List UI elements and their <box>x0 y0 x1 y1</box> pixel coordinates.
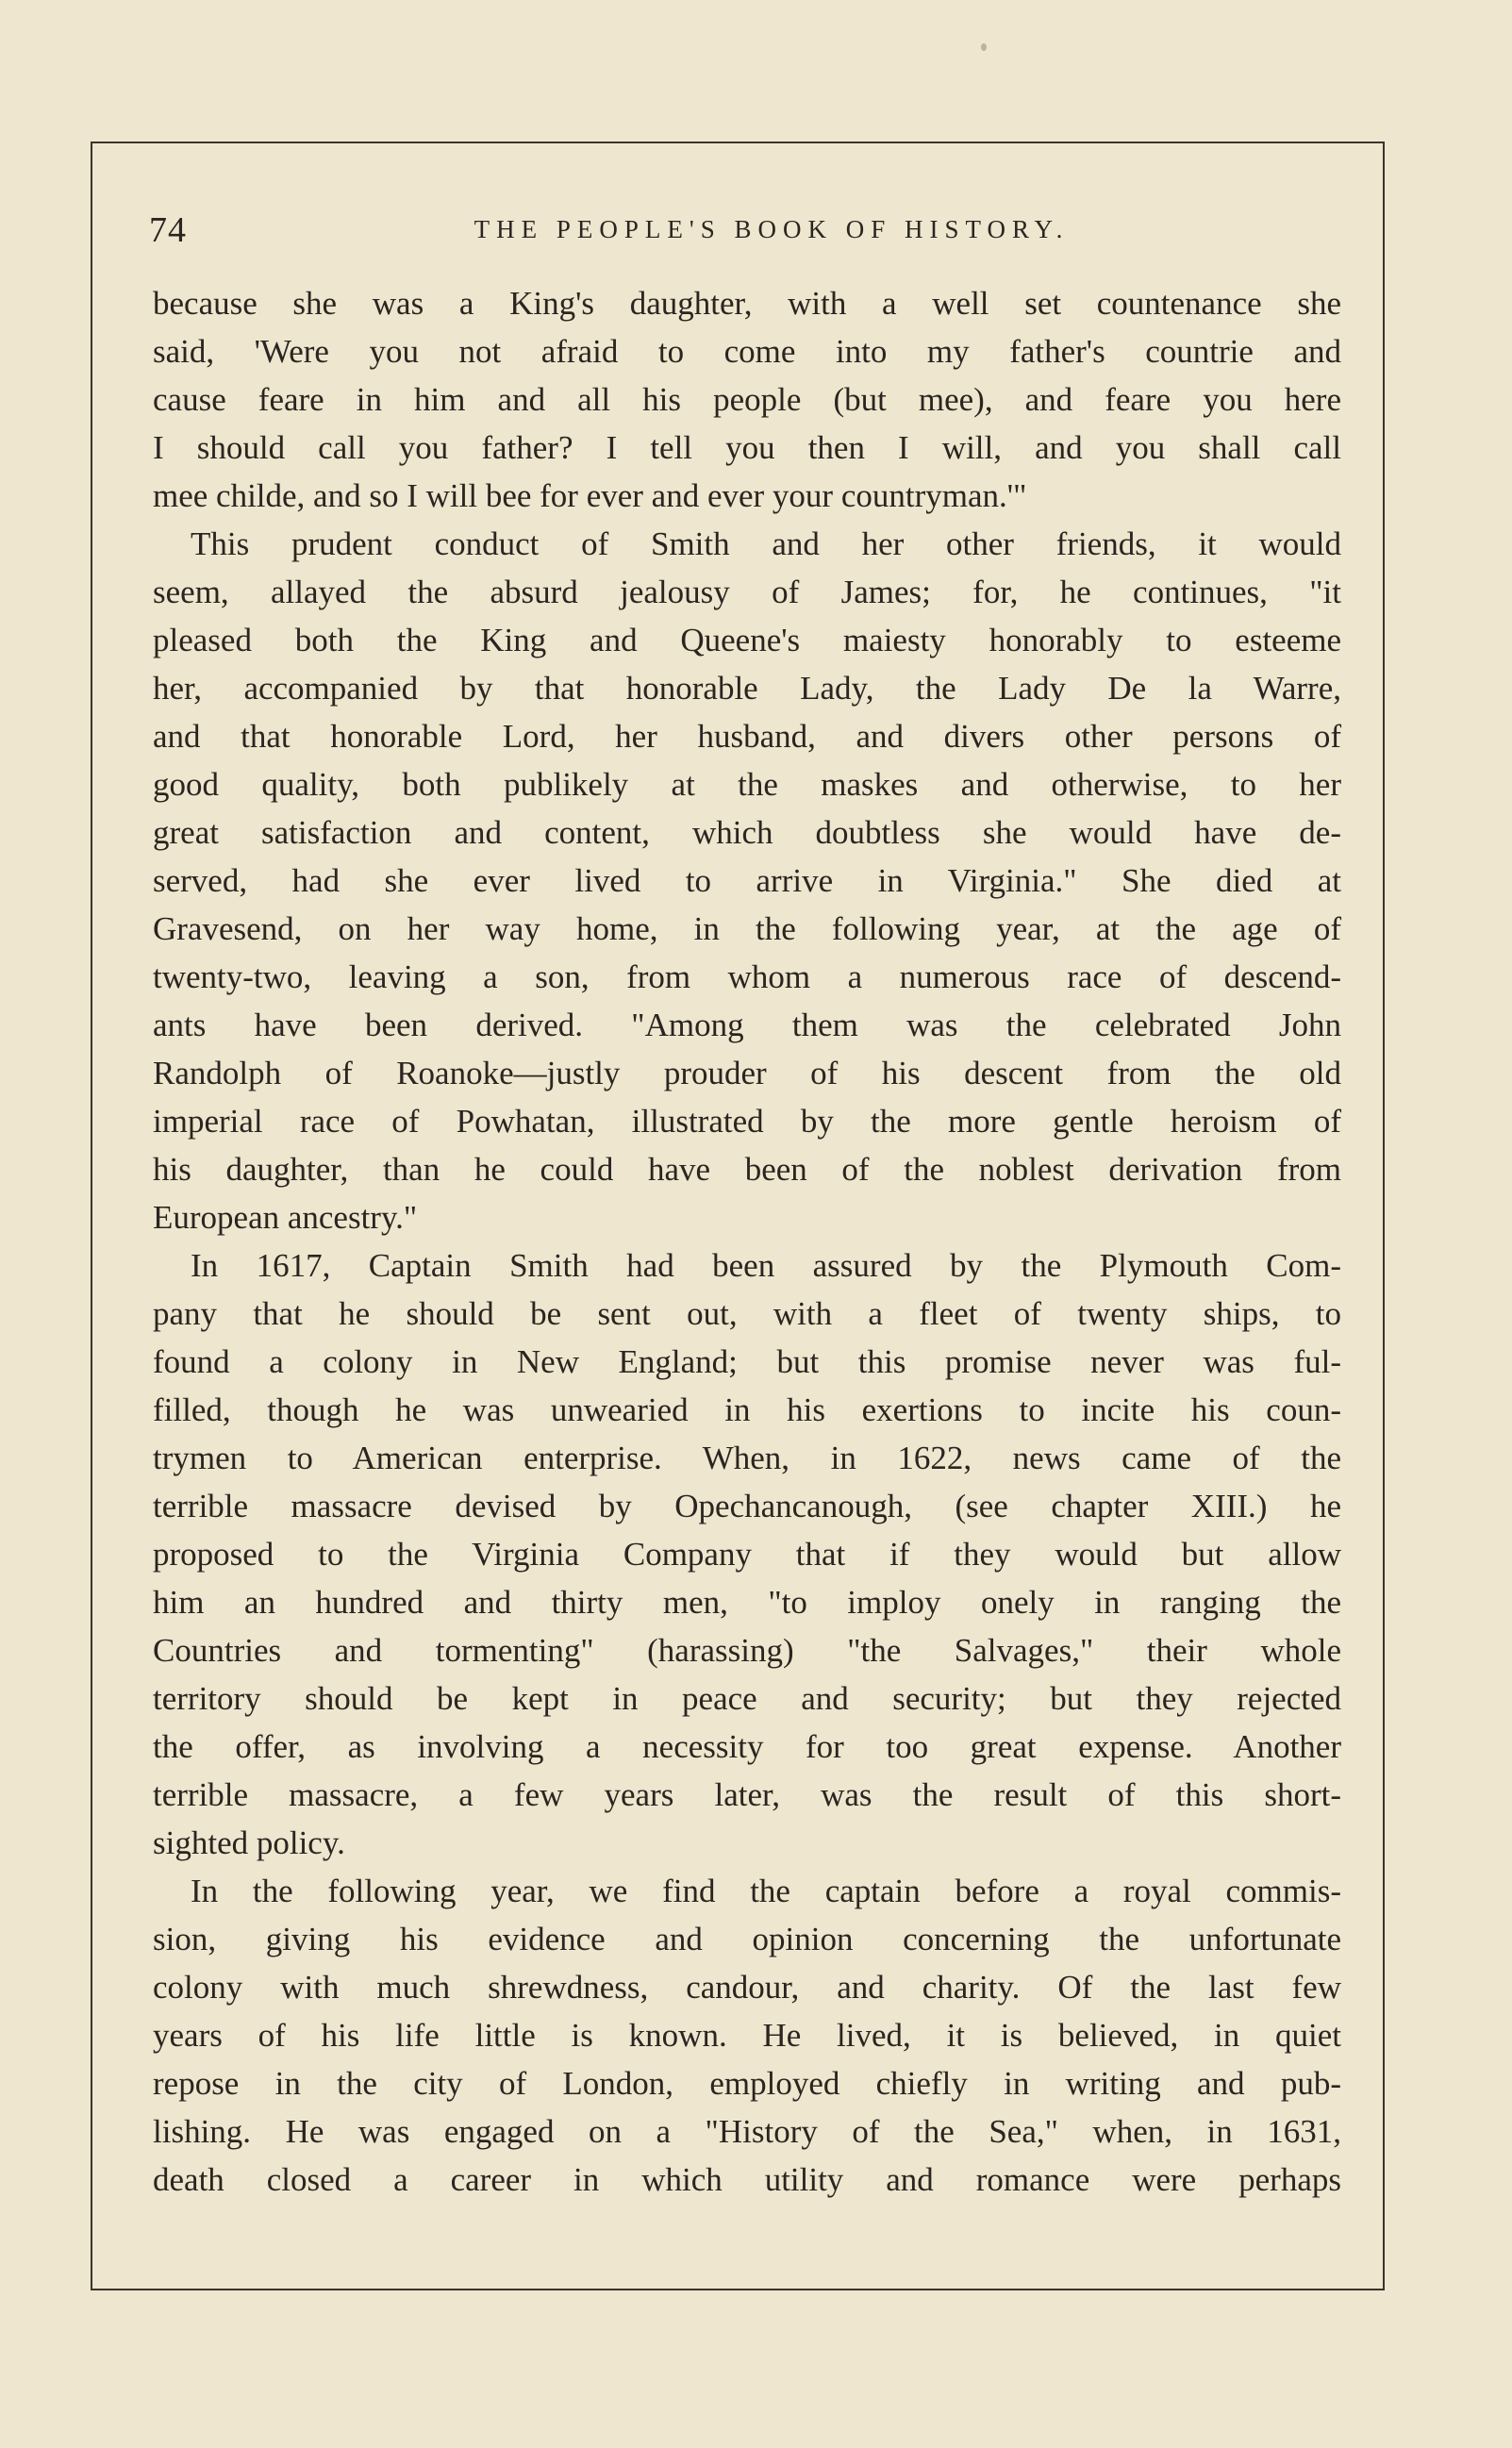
text-line: years of his life little is known. He lived, it is believed, in quiet <box>153 2017 1341 2054</box>
text-line: sion, giving his evidence and opinion concerning the unfortunate <box>153 1921 1341 1957</box>
text-line: found a colony in New England; but this promise never was ful- <box>153 1343 1341 1380</box>
text-line: cause feare in him and all his people (but mee), and feare you here <box>153 381 1341 418</box>
text-line: trymen to American enterprise. When, in 1622, news came of the <box>153 1440 1341 1476</box>
text-line: great satisfaction and content, which doubtless she would have de- <box>153 814 1341 851</box>
text-line: In 1617, Captain Smith had been assured by the Plymouth Com- <box>191 1247 1341 1284</box>
text-line: mee childe, and so I will bee for ever and ever your countryman.'" <box>153 477 1027 514</box>
text-line: good quality, both publikely at the maskes and otherwise, to her <box>153 766 1341 803</box>
text-line: terrible massacre devised by Opechancanough, (see chapter XIII.) he <box>153 1488 1341 1524</box>
text-line: terrible massacre, a few years later, was the result of this short- <box>153 1776 1341 1813</box>
text-line: sighted policy. <box>153 1824 345 1861</box>
page-number: 74 <box>149 210 187 250</box>
text-line: Gravesend, on her way home, in the following year, at the age of <box>153 910 1341 947</box>
text-line: territory should be kept in peace and security; but they rejected <box>153 1680 1341 1717</box>
running-header <box>149 209 1338 257</box>
text-line: colony with much shrewdness, candour, and charity. Of the last few <box>153 1969 1341 2006</box>
text-line: served, had she ever lived to arrive in Virginia." She died at <box>153 862 1341 899</box>
text-line: twenty-two, leaving a son, from whom a numerous race of descend- <box>153 958 1341 995</box>
text-line: This prudent conduct of Smith and her other friends, it would <box>191 525 1341 562</box>
text-line: her, accompanied by that honorable Lady, the Lady De la Warre, <box>153 670 1341 707</box>
text-line: seem, allayed the absurd jealousy of James; for, he continues, "it <box>153 574 1341 610</box>
paper-speck <box>981 43 987 51</box>
text-line: imperial race of Powhatan, illustrated by the more gentle heroism of <box>153 1103 1341 1140</box>
text-line: pleased both the King and Queene's maiesty honorably to esteeme <box>153 622 1341 658</box>
text-line: filled, though he was unwearied in his exertions to incite his coun- <box>153 1391 1341 1428</box>
text-line: pany that he should be sent out, with a fleet of twenty ships, to <box>153 1295 1341 1332</box>
running-title: THE PEOPLE'S BOOK OF HISTORY. <box>474 215 1070 243</box>
text-line: Randolph of Roanoke—justly prouder of his descent from the old <box>153 1055 1341 1091</box>
text-line: the offer, as involving a necessity for too great expense. Another <box>153 1728 1341 1765</box>
text-line: lishing. He was engaged on a "History of the Sea," when, in 1631, <box>153 2113 1341 2150</box>
text-line: death closed a career in which utility and romance were perhaps <box>153 2161 1341 2198</box>
body-text <box>153 279 1341 2204</box>
text-line: European ancestry." <box>153 1199 418 1236</box>
text-line: I should call you father? I tell you then I will, and you shall call <box>153 429 1341 466</box>
text-line: said, 'Were you not afraid to come into my father's countrie and <box>153 333 1341 370</box>
text-line: Countries and tormenting" (harassing) "the Salvages," their whole <box>153 1632 1341 1669</box>
text-line: proposed to the Virginia Company that if they would but allow <box>153 1536 1341 1573</box>
text-line: his daughter, than he could have been of the noblest derivation from <box>153 1151 1341 1188</box>
text-line: and that honorable Lord, her husband, and divers other persons of <box>153 718 1341 755</box>
text-line: In the following year, we find the captain before a royal commis- <box>191 1873 1341 1909</box>
text-line: because she was a King's daughter, with a well set countenance she <box>153 285 1341 322</box>
text-line: him an hundred and thirty men, "to imploy onely in ranging the <box>153 1584 1341 1621</box>
text-line: ants have been derived. "Among them was the celebrated John <box>153 1007 1341 1043</box>
text-line: repose in the city of London, employed chiefly in writing and pub- <box>153 2065 1341 2102</box>
